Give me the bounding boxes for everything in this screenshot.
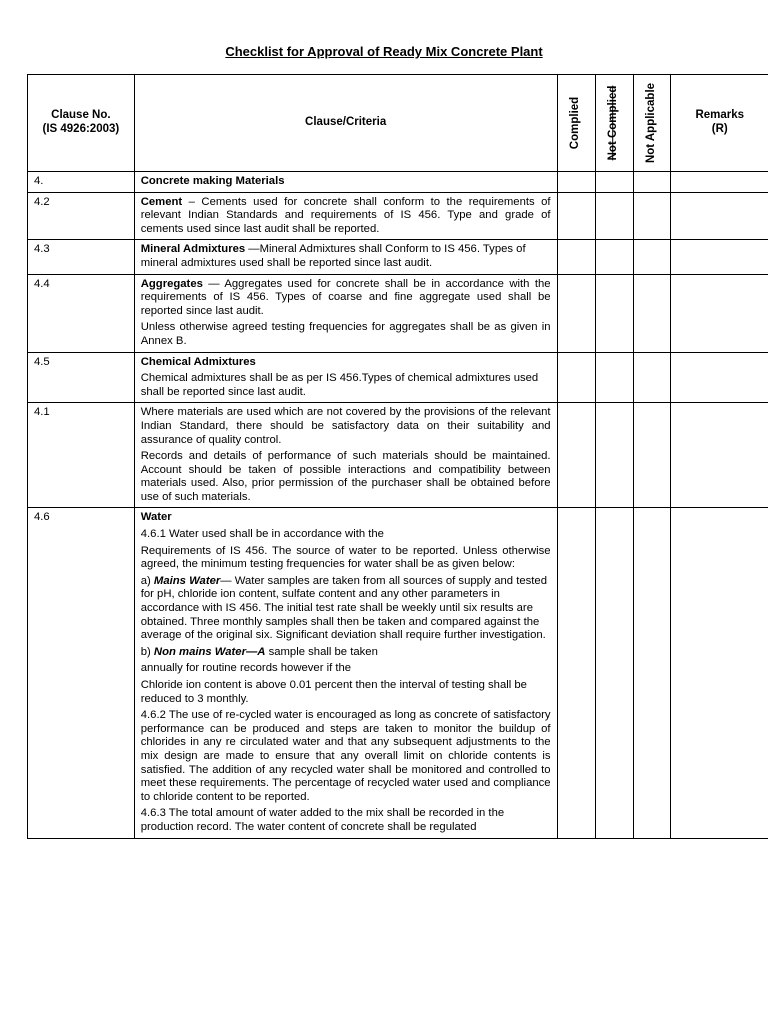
not-complied-header: [595, 75, 633, 172]
criteria-cell: [134, 172, 557, 193]
list-marker: a): [140, 574, 154, 587]
not-applicable-cell[interactable]: [633, 192, 671, 240]
criteria-text: Where materials are used which are not covered by the provisions of the relevant Indian Standard, there should be satisfactory data on their suitability and assurance of quality control.: [140, 406, 551, 446]
criteria-cell: [134, 240, 557, 274]
not-complied-cell[interactable]: [595, 352, 633, 403]
criteria-text: Unless otherwise agreed testing frequencies for aggregates shall be as given in Annex B.: [140, 321, 551, 347]
criteria-cell: [134, 274, 557, 352]
not-complied-cell[interactable]: [595, 403, 633, 508]
complied-cell[interactable]: [557, 172, 595, 193]
complied-header-label: Complied: [569, 96, 582, 150]
not-applicable-header: [633, 75, 671, 172]
criteria-text: Requirements of IS 456. The source of water to be reported. Unless otherwise agreed, the minimum testing frequencies for water shall be as given below:: [140, 544, 551, 571]
remarks-header: [671, 75, 768, 172]
criteria-lead: Mains Water: [153, 574, 221, 587]
criteria-cell: [134, 192, 557, 240]
criteria-lead: Non mains Water—A: [153, 645, 266, 658]
table-row: [28, 192, 768, 240]
not-complied-cell[interactable]: [595, 172, 633, 193]
complied-cell[interactable]: [557, 240, 595, 274]
not-complied-header-label: Not Complied: [607, 85, 620, 161]
remarks-header-line1: Remarks: [695, 109, 745, 122]
table-row: [28, 240, 768, 274]
clause-number: 4.3: [28, 240, 135, 274]
not-applicable-cell[interactable]: [633, 403, 671, 508]
criteria-heading: Concrete making Materials: [140, 175, 285, 187]
criteria-heading: Chemical Admixtures: [140, 355, 256, 368]
not-applicable-header-label: Not Applicable: [645, 82, 658, 164]
criteria-text: Chloride ion content is above 0.01 percent then the interval of testing shall be reduced to 3 monthly.: [140, 679, 527, 705]
criteria-heading: Water: [140, 511, 172, 524]
criteria-text: annually for routine records however if the: [140, 662, 352, 675]
remarks-cell[interactable]: [671, 403, 768, 508]
criteria-text: [141, 278, 551, 319]
not-complied-cell[interactable]: [595, 192, 633, 240]
criteria-body: — Aggregates used for concrete shall be in accordance with the requirements of IS 456. Types of coarse and fine aggregate used shall be reported since last audit.: [140, 277, 551, 317]
criteria-text: 4.6.1 Water used shall be in accordance with the: [140, 528, 384, 541]
table-row: [28, 508, 768, 838]
criteria-lead: Mineral Admixtures: [140, 243, 246, 256]
clause-number: 4.4: [28, 274, 135, 352]
remarks-header-line2: (R): [711, 123, 728, 135]
checklist-table: [27, 74, 768, 839]
criteria-text: [141, 575, 551, 643]
clause-no-header-line2: (IS 4926:2003): [42, 123, 120, 135]
complied-header: [557, 75, 595, 172]
complied-cell[interactable]: [557, 274, 595, 352]
clause-no-header: [28, 75, 135, 172]
criteria-text: [141, 646, 551, 660]
not-applicable-cell[interactable]: [633, 508, 671, 838]
header-row: [28, 75, 768, 172]
complied-cell[interactable]: [557, 352, 595, 403]
remarks-cell[interactable]: [671, 240, 768, 274]
clause-no-header-line1: Clause No.: [51, 109, 111, 122]
remarks-cell[interactable]: [671, 508, 768, 838]
criteria-cell: [134, 352, 557, 403]
criteria-cell: [134, 403, 557, 508]
complied-cell[interactable]: [557, 508, 595, 838]
criteria-text: Records and details of performance of such materials should be maintained. Account should be taken of possible interactions and compatibility between materials used. Also, prior permission of the purchaser shall be obtained before use of such materials.: [140, 450, 551, 503]
not-applicable-cell[interactable]: [633, 172, 671, 193]
clause-number: 4.6: [28, 508, 135, 838]
criteria-cell: [134, 508, 557, 838]
not-complied-cell[interactable]: [595, 274, 633, 352]
table-row: [28, 172, 768, 193]
not-applicable-cell[interactable]: [633, 352, 671, 403]
criteria-header: Clause/Criteria: [134, 75, 557, 172]
not-complied-cell[interactable]: [595, 240, 633, 274]
clause-number: 4.2: [28, 192, 135, 240]
criteria-body: —Mineral Admixtures shall Conform to IS 456. Types of mineral admixtures used shall be reported since last audit.: [140, 243, 526, 269]
table-row: [28, 274, 768, 352]
not-applicable-cell[interactable]: [633, 240, 671, 274]
criteria-text: [141, 243, 551, 270]
criteria-lead: Aggregates: [140, 277, 203, 290]
criteria-lead: Cement: [140, 195, 183, 208]
criteria-body: sample shall be taken: [265, 645, 378, 658]
page-title: Checklist for Approval of Ready Mix Concrete Plant: [225, 44, 543, 59]
criteria-body: — Water samples are taken from all sources of supply and tested for pH, chloride ion content, sulfate content and any other parameters in accordance with IS 456. The initial test rate shall be weekly until six results are obtained. Three monthly samples shall then be taken and compared against the average of the original six. Significant deviation shall require further investigation.: [140, 574, 547, 642]
criteria-text: Chemical admixtures shall be as per IS 456.Types of chemical admixtures used shall be reported since last audit.: [140, 372, 539, 398]
complied-cell[interactable]: [557, 403, 595, 508]
criteria-body: – Cements used for concrete shall conform to the requirements of relevant Indian Standards and requirements of IS 456. Type and grade of cements used since last audit shall be reported.: [140, 195, 551, 235]
remarks-cell[interactable]: [671, 172, 768, 193]
table-row: [28, 403, 768, 508]
clause-number: 4.1: [28, 403, 135, 508]
remarks-cell[interactable]: [671, 274, 768, 352]
complied-cell[interactable]: [557, 192, 595, 240]
not-complied-cell[interactable]: [595, 508, 633, 838]
not-applicable-cell[interactable]: [633, 274, 671, 352]
criteria-text: 4.6.3 The total amount of water added to the mix shall be recorded in the production record. The water content of concrete shall be regulated: [140, 807, 505, 833]
list-marker: b): [140, 645, 154, 658]
criteria-text: 4.6.2 The use of re-cycled water is encouraged as long as concrete of satisfactory performance can be produced and steps are taken to monitor the buildup of chlorides in any re circulated water and that any subsequent adjustments to the mix design are made to ensure that any overall limit on chloride contents is satisfied. The addition of any recycled water shall be monitored and controlled to meet these requirements. The percentage of recycled water used and compliance to chloride content to be reported.: [140, 709, 551, 803]
table-row: [28, 352, 768, 403]
remarks-cell[interactable]: [671, 352, 768, 403]
clause-number: 4.5: [28, 352, 135, 403]
remarks-cell[interactable]: [671, 192, 768, 240]
clause-number: 4.: [28, 172, 135, 193]
criteria-text: [141, 196, 551, 237]
